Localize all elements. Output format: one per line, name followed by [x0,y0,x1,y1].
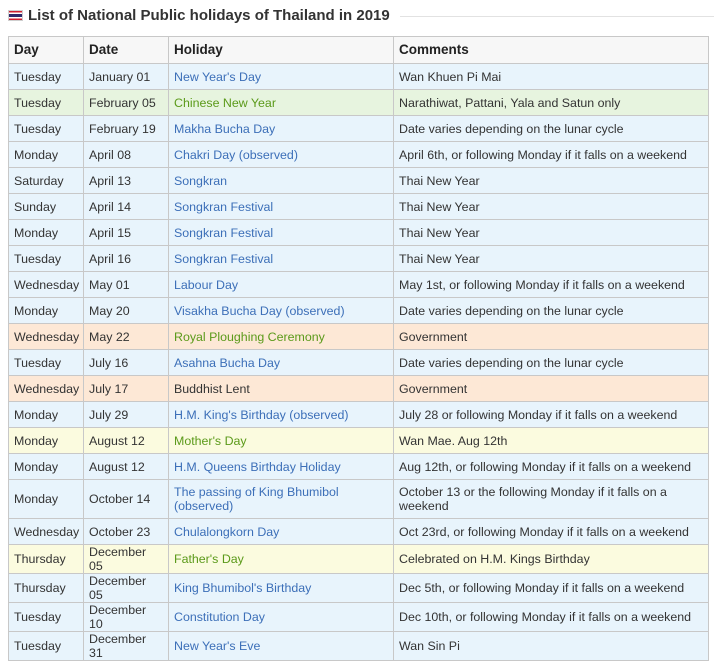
cell-date: December 05 [84,574,169,603]
cell-comments: Dec 10th, or following Monday if it falls on a weekend [394,603,709,632]
table-row [9,142,709,168]
table-row [9,454,709,480]
cell-date: April 13 [84,168,169,194]
cell-date: December 31 [84,632,169,661]
table-row [9,376,709,402]
holiday-link[interactable]: Asahna Bucha Day [169,350,394,376]
cell-date: July 29 [84,402,169,428]
cell-comments: Government [394,324,709,350]
cell-comments: Thai New Year [394,246,709,272]
cell-day: Sunday [9,194,84,220]
cell-day: Monday [9,142,84,168]
table-row [9,298,709,324]
cell-day: Wednesday [9,376,84,402]
cell-date: April 15 [84,220,169,246]
cell-day: Wednesday [9,324,84,350]
holiday-link[interactable]: H.M. Queens Birthday Holiday [169,454,394,480]
holiday-link[interactable]: Mother's Day [169,428,394,454]
cell-date: August 12 [84,454,169,480]
header-holiday: Holiday [169,37,394,64]
holiday-link[interactable]: New Year's Eve [169,632,394,661]
cell-date: December 10 [84,603,169,632]
cell-date: February 05 [84,90,169,116]
table-row [9,64,709,90]
holiday-link[interactable]: King Bhumibol's Birthday [169,574,394,603]
cell-comments: Oct 23rd, or following Monday if it falls on a weekend [394,519,709,545]
cell-comments: Thai New Year [394,194,709,220]
cell-comments: Date varies depending on the lunar cycle [394,116,709,142]
cell-comments: Thai New Year [394,220,709,246]
thailand-flag-icon [8,10,23,21]
holiday-link[interactable]: New Year's Day [169,64,394,90]
cell-comments: July 28 or following Monday if it falls on a weekend [394,402,709,428]
cell-day: Thursday [9,545,84,574]
holiday-link[interactable]: Songkran [169,168,394,194]
table-row [9,220,709,246]
cell-day: Wednesday [9,272,84,298]
holiday-link[interactable]: The passing of King Bhumibol (observed) [169,480,394,519]
cell-date: July 17 [84,376,169,402]
table-row [9,194,709,220]
cell-date: December 05 [84,545,169,574]
cell-date: July 16 [84,350,169,376]
table-header-row [9,37,709,64]
holiday-name: Buddhist Lent [169,376,394,402]
cell-day: Tuesday [9,90,84,116]
cell-day: Monday [9,428,84,454]
cell-comments: Wan Khuen Pi Mai [394,64,709,90]
cell-day: Monday [9,220,84,246]
cell-day: Tuesday [9,350,84,376]
holiday-link[interactable]: Visakha Bucha Day (observed) [169,298,394,324]
cell-day: Thursday [9,574,84,603]
cell-date: August 12 [84,428,169,454]
cell-comments: Celebrated on H.M. Kings Birthday [394,545,709,574]
cell-day: Monday [9,402,84,428]
cell-day: Tuesday [9,632,84,661]
table-row [9,574,709,603]
holiday-link[interactable]: Songkran Festival [169,194,394,220]
holiday-link[interactable]: Constitution Day [169,603,394,632]
cell-comments: Dec 5th, or following Monday if it falls on a weekend [394,574,709,603]
table-row [9,168,709,194]
cell-day: Monday [9,454,84,480]
cell-date: October 23 [84,519,169,545]
holiday-link[interactable]: Chulalongkorn Day [169,519,394,545]
holiday-link[interactable]: Chakri Day (observed) [169,142,394,168]
cell-comments: Government [394,376,709,402]
cell-day: Monday [9,298,84,324]
holidays-table [8,36,709,661]
table-row [9,272,709,298]
table-row [9,545,709,574]
cell-date: January 01 [84,64,169,90]
table-row [9,603,709,632]
cell-day: Monday [9,480,84,519]
cell-date: April 14 [84,194,169,220]
cell-date: May 20 [84,298,169,324]
holiday-link[interactable]: Father's Day [169,545,394,574]
cell-day: Tuesday [9,603,84,632]
header-date: Date [84,37,169,64]
cell-date: February 19 [84,116,169,142]
cell-day: Saturday [9,168,84,194]
table-row [9,324,709,350]
cell-date: April 16 [84,246,169,272]
cell-comments: Narathiwat, Pattani, Yala and Satun only [394,90,709,116]
cell-comments: Date varies depending on the lunar cycle [394,350,709,376]
cell-day: Tuesday [9,64,84,90]
holiday-link[interactable]: Makha Bucha Day [169,116,394,142]
holiday-link[interactable]: Chinese New Year [169,90,394,116]
cell-comments: Date varies depending on the lunar cycle [394,298,709,324]
table-row [9,402,709,428]
table-row [9,350,709,376]
table-row [9,90,709,116]
holiday-link[interactable]: H.M. King's Birthday (observed) [169,402,394,428]
header-day: Day [9,37,84,64]
table-row [9,519,709,545]
holiday-link[interactable]: Songkran Festival [169,220,394,246]
cell-comments: Thai New Year [394,168,709,194]
header-comments: Comments [394,37,709,64]
cell-date: October 14 [84,480,169,519]
holiday-link[interactable]: Royal Ploughing Ceremony [169,324,394,350]
cell-date: May 01 [84,272,169,298]
cell-comments: Aug 12th, or following Monday if it falls on a weekend [394,454,709,480]
holiday-link[interactable]: Labour Day [169,272,394,298]
cell-day: Wednesday [9,519,84,545]
table-row [9,116,709,142]
table-row [9,428,709,454]
cell-date: April 08 [84,142,169,168]
table-row [9,246,709,272]
page-title: List of National Public holidays of Thailand in 2019 [28,6,390,24]
holiday-link[interactable]: Songkran Festival [169,246,394,272]
cell-comments: April 6th, or following Monday if it falls on a weekend [394,142,709,168]
cell-comments: October 13 or the following Monday if it falls on a weekend [394,480,709,519]
cell-comments: Wan Sin Pi [394,632,709,661]
title-divider [400,16,714,17]
cell-comments: Wan Mae. Aug 12th [394,428,709,454]
page-heading [8,0,714,30]
cell-day: Tuesday [9,116,84,142]
cell-day: Tuesday [9,246,84,272]
cell-date: May 22 [84,324,169,350]
cell-comments: May 1st, or following Monday if it falls on a weekend [394,272,709,298]
table-row [9,480,709,519]
table-row [9,632,709,661]
